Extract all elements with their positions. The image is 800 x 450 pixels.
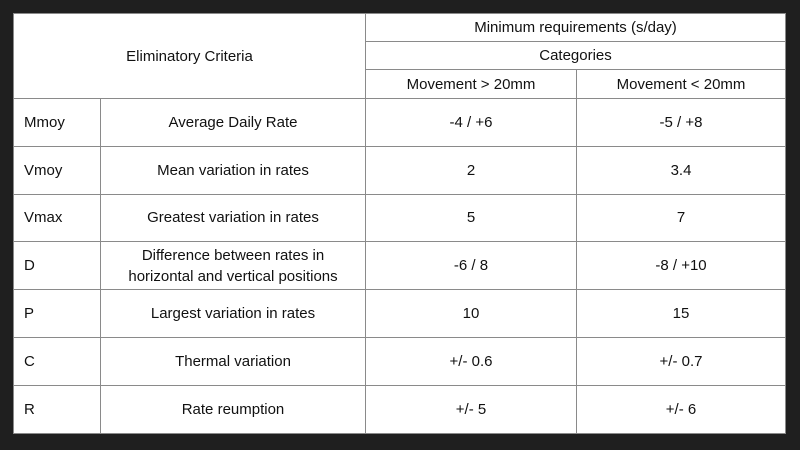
criterion-code: Vmoy: [14, 146, 101, 194]
value-movement-lt: 15: [577, 290, 786, 338]
movement-gt-header: Movement > 20mm: [366, 70, 577, 99]
criterion-code: D: [14, 242, 101, 290]
eliminatory-criteria-header: Eliminatory Criteria: [14, 14, 366, 99]
criterion-name: Mean variation in rates: [101, 146, 366, 194]
criterion-code: P: [14, 290, 101, 338]
criterion-name: Average Daily Rate: [101, 99, 366, 147]
value-movement-gt: 5: [366, 194, 577, 242]
value-movement-lt: 3.4: [577, 146, 786, 194]
value-movement-lt: +/- 0.7: [577, 337, 786, 385]
criterion-name: Greatest variation in rates: [101, 194, 366, 242]
value-movement-gt: -4 / +6: [366, 99, 577, 147]
value-movement-gt: -6 / 8: [366, 242, 577, 290]
criterion-code: Vmax: [14, 194, 101, 242]
criterion-name-line-2: horizontal and vertical positions: [128, 267, 338, 285]
criterion-name-line-1: Difference between rates in: [141, 246, 325, 264]
value-movement-gt: 2: [366, 146, 577, 194]
value-movement-gt: +/- 5: [366, 385, 577, 433]
criterion-name: [101, 242, 366, 290]
categories-header: Categories: [366, 42, 786, 70]
criterion-code: C: [14, 337, 101, 385]
table-row: [14, 290, 786, 338]
table-row: [14, 337, 786, 385]
value-movement-lt: -8 / +10: [577, 242, 786, 290]
value-movement-lt: +/- 6: [577, 385, 786, 433]
header-row-1: [14, 14, 786, 42]
value-movement-lt: 7: [577, 194, 786, 242]
value-movement-gt: +/- 0.6: [366, 337, 577, 385]
criterion-code: R: [14, 385, 101, 433]
table-row: [14, 385, 786, 433]
table-row: [14, 99, 786, 147]
minimum-requirements-header: Minimum requirements (s/day): [366, 14, 786, 42]
requirements-table: [13, 13, 786, 434]
table-row: [14, 242, 786, 290]
criterion-name: Largest variation in rates: [101, 290, 366, 338]
table-row: [14, 146, 786, 194]
criterion-code: Mmoy: [14, 99, 101, 147]
criterion-name: Rate reumption: [101, 385, 366, 433]
movement-lt-header: Movement < 20mm: [577, 70, 786, 99]
value-movement-lt: -5 / +8: [577, 99, 786, 147]
table-row: [14, 194, 786, 242]
criterion-name: Thermal variation: [101, 337, 366, 385]
value-movement-gt: 10: [366, 290, 577, 338]
